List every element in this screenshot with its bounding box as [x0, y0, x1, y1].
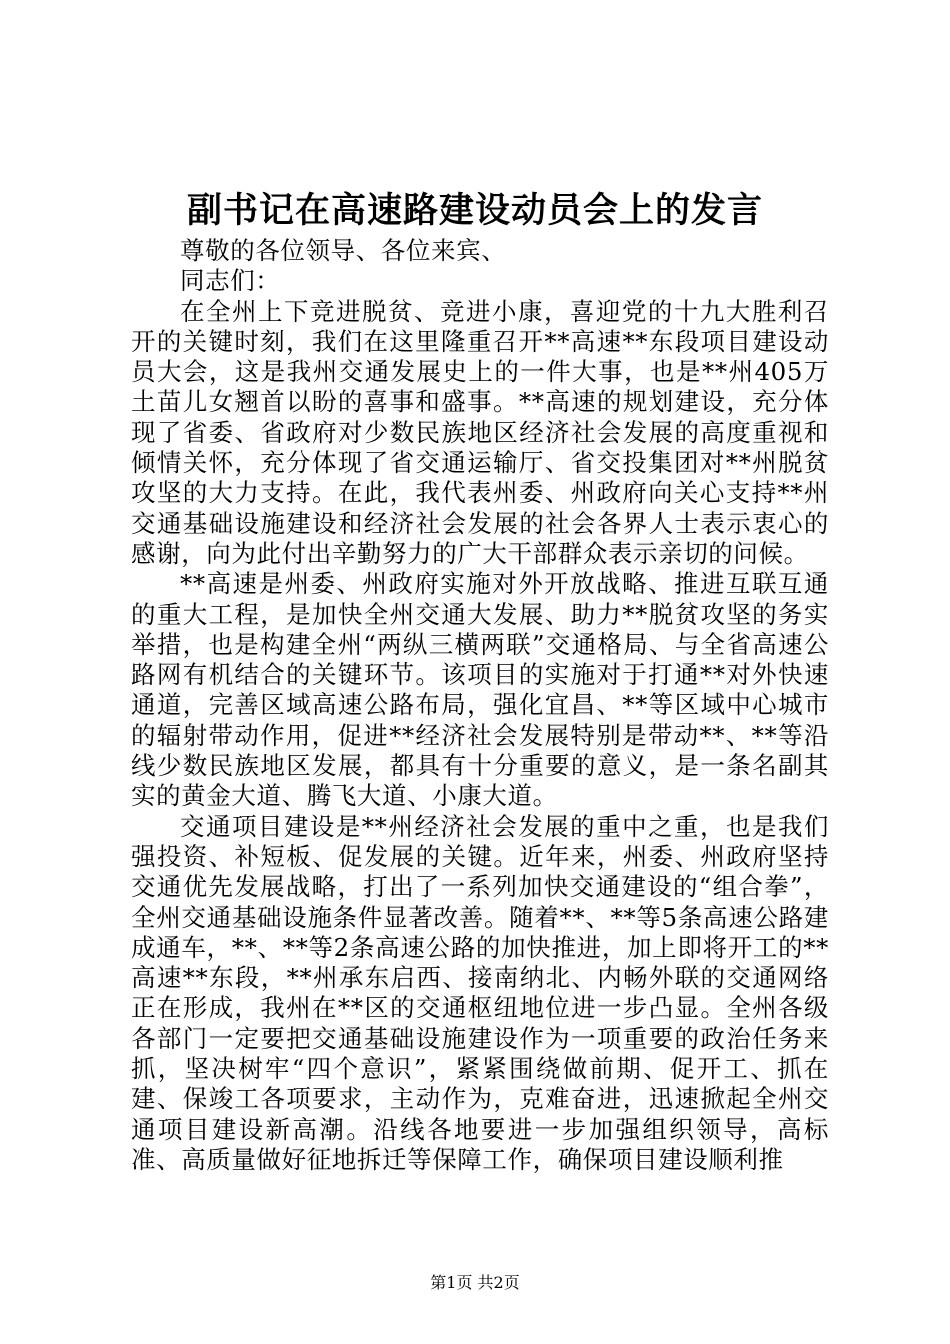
page-footer: 第1页 共2页 [430, 1273, 520, 1292]
body-paragraph-1: 在全州上下竞进脱贫、竞进小康，喜迎党的十九大胜利召开的关键时刻，我们在这里隆重召开**高速**东段项目建设动员大会，这是我州交通发展史上的一件大事，也是**州405万土苗儿女翘首以盼的喜事和盛事。**高速的规划建设，充分体现了省委、省政府对少数民族地区经济社会发展的高度重视和倾情关怀，充分体现了省交通运输厅、省交投集团对**州脱贫攻坚的大力支持。在此，我代表州委、州政府向关心支持**州交通基础设施建设和经济社会发展的社会各界人士表示衷心的感谢，向为此付出辛勤努力的广大干部群众表示亲切的问候。 [131, 296, 829, 568]
document-body [131, 236, 829, 1175]
salutation-line-2: 同志们： [180, 266, 281, 296]
document-title: 副书记在高速路建设动员会上的发言 [186, 190, 763, 231]
body-paragraph-2: **高速是州委、州政府实施对外开放战略、推进互联互通的重大工程，是加快全州交通大发展、助力**脱贫攻坚的务实举措，也是构建全州“两纵三横两联”交通格局、与全省高速公路网有机结合的关键环节。该项目的实施对于打通**对外快速通道，完善区域高速公路布局，强化宜昌、**等区域中心城市的辐射带动作用，促进**经济社会发展特别是带动**、**等沿线少数民族地区发展，都具有十分重要的意义，是一条名副其实的黄金大道、腾飞大道、小康大道。 [131, 569, 829, 811]
salutation-line-1: 尊敬的各位领导、各位来宾、 [180, 236, 507, 265]
body-paragraph-3: 交通项目建设是**州经济社会发展的重中之重，也是我们强投资、补短板、促发展的关键。近年来，州委、州政府坚持交通优先发展战略，打出了一系列加快交通建设的“组合拳”，全州交通基础设施条件显著改善。随着**、**等5条高速公路建成通车，**、**等2条高速公路的加快推进，加上即将开工的**高速**东段，**州承东启西、接南纳北、内畅外联的交通网络正在形成，我州在**区的交通枢纽地位进一步凸显。全州各级各部门一定要把交通基础设施建设作为一项重要的政治任务来抓，坚决树牢“四个意识”，紧紧围绕做前期、促开工、抓在建、保竣工各项要求，主动作为，克难奋进，迅速掀起全州交通项目建设新高潮。沿线各地要进一步加强组织领导，高标准、高质量做好征地拆迁等保障工作，确保项目建设顺利推 [131, 811, 829, 1174]
